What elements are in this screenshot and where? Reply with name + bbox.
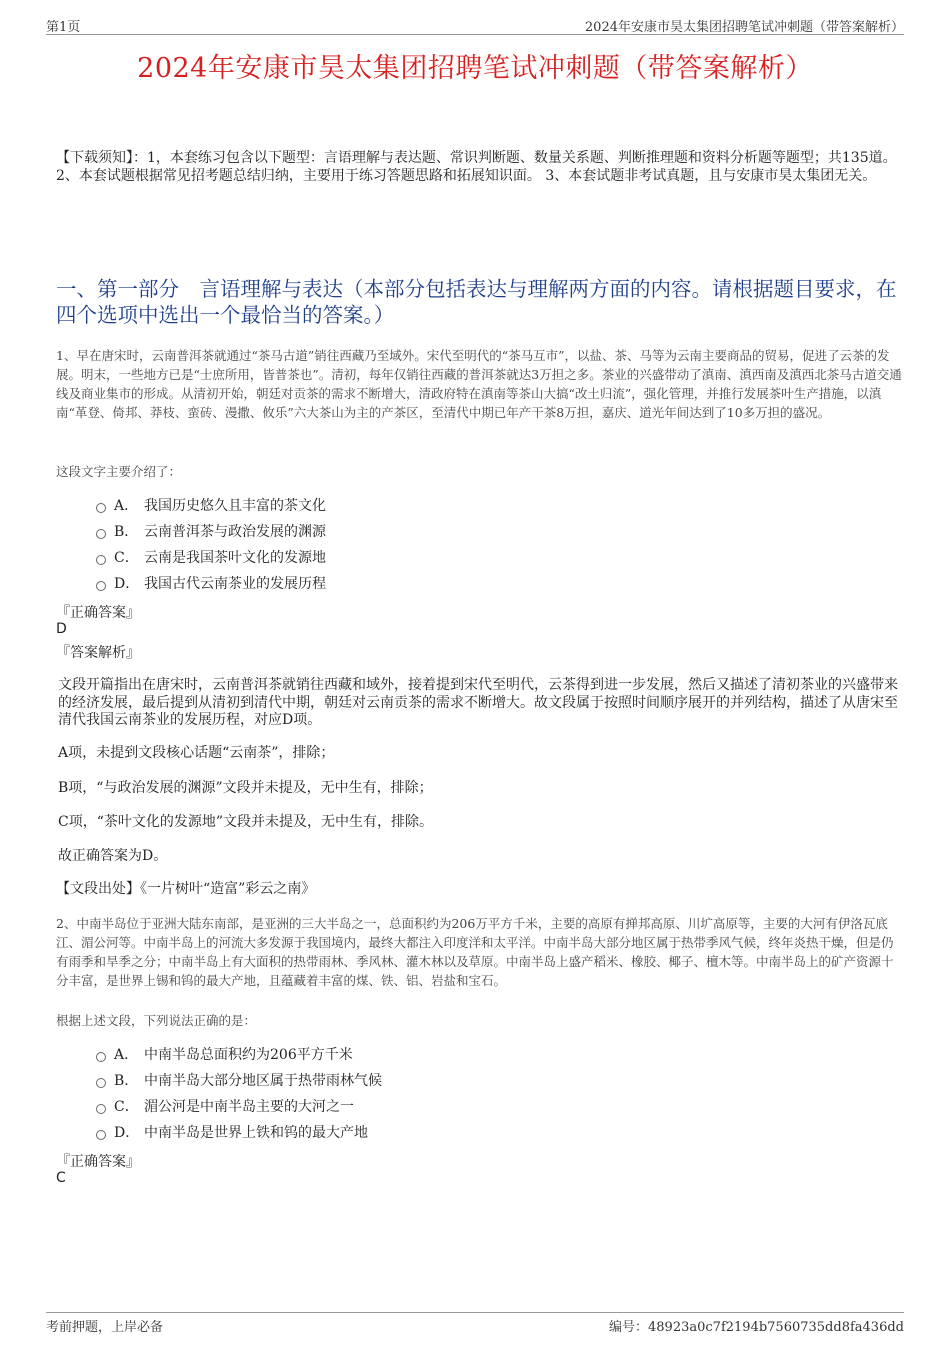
radio-icon[interactable] bbox=[96, 581, 106, 591]
question-2-options bbox=[96, 1041, 382, 1145]
question-2-answer-label: 『正确答案』 bbox=[56, 1154, 140, 1170]
question-2-answer: C bbox=[56, 1170, 66, 1186]
question-1-analysis-label: 『答案解析』 bbox=[56, 645, 140, 661]
question-1-note-b: B项，“与政治发展的渊源”文段并未提及，无中生有，排除； bbox=[58, 780, 433, 796]
question-2-option-d[interactable]: D． 中南半岛是世界上铁和钨的最大产地 bbox=[96, 1119, 382, 1145]
footer-slogan: 考前押题，上岸必备 bbox=[46, 1320, 164, 1335]
page-header bbox=[46, 14, 904, 35]
question-2-option-b[interactable]: B． 中南半岛大部分地区属于热带雨林气候 bbox=[96, 1067, 382, 1093]
question-1-option-c[interactable]: C． 云南是我国茶叶文化的发源地 bbox=[96, 544, 326, 570]
question-1-prompt: 这段文字主要介绍了： bbox=[56, 464, 182, 479]
footer-serial: 编号：48923a0c7f2194b7560735dd8fa436dd bbox=[609, 1320, 904, 1335]
question-2-text: 2、中南半岛位于亚洲大陆东南部，是亚洲的三大半岛之一，总面积约为206万平方千米，主要的高原有掸邦高原、川圹高原等，主要的大河有伊洛瓦底江、湄公河等。中南半岛上的河流大多发源于我国境内，最终大都注入印度洋和太平洋。中南半岛大部分地区属于热带季风气候，终年炎热干燥，但是仍有雨季和旱季之分；中南半岛上有大面积的热带雨林、季风林、灌木林以及草原。中南半岛上盛产稻米、橡胶、椰子、檀木等。中南半岛上的矿产资源十分丰富，是世界上锡和钨的最大产地，且蕴藏着丰富的煤、铁、铝、岩盐和宝石。 bbox=[56, 916, 894, 988]
radio-icon[interactable] bbox=[96, 1104, 106, 1114]
radio-icon[interactable] bbox=[96, 555, 106, 565]
document-title: 2024年安康市昊太集团招聘笔试冲刺题（带答案解析） bbox=[137, 53, 813, 84]
question-2-prompt: 根据上述文段，下列说法正确的是： bbox=[56, 1013, 257, 1028]
section-title: 一、第一部分 言语理解与表达（本部分包括表达与理解两方面的内容。请根据题目要求，在四个选项中选出一个最恰当的答案。） bbox=[56, 277, 897, 327]
question-1-note-c: C项，“茶叶文化的发源地”文段并未提及，无中生有，排除。 bbox=[58, 814, 434, 830]
question-1-options bbox=[96, 492, 326, 596]
question-2-option-a[interactable]: A． 中南半岛总面积约为206平方千米 bbox=[96, 1041, 382, 1067]
radio-icon[interactable] bbox=[96, 529, 106, 539]
page-number: 第1页 bbox=[46, 20, 81, 35]
question-1-analysis: 文段开篇指出在唐宋时，云南普洱茶就销往西藏和域外，接着提到宋代至明代，云茶得到进一步发展，然后又描述了清初茶业的兴盛带来的经济发展，最后提到从清初到清代中期，朝廷对云南贡茶的需求不断增大。故文段属于按照时间顺序展开的并列结构，描述了从唐宋至清代我国云南茶业的发展历程，对应D项。 bbox=[58, 677, 898, 728]
question-2-option-c[interactable]: C． 湄公河是中南半岛主要的大河之一 bbox=[96, 1093, 382, 1119]
question-1-option-a[interactable]: A． 我国历史悠久且丰富的茶文化 bbox=[96, 492, 326, 518]
page-footer bbox=[46, 1312, 904, 1333]
download-notice: 【下载须知】：1，本套练习包含以下题型：言语理解与表达题、常识判断题、数量关系题、判断推理题和资料分析题等题型；共135道。 2、本套试题根据常见招考题总结归纳，主要用于练习答题思路和拓展知识面。 3、本套试题非考试真题，且与安康市昊太集团无关。 bbox=[56, 150, 897, 184]
question-1-answer-label: 『正确答案』 bbox=[56, 605, 140, 621]
question-1-answer: D bbox=[56, 621, 67, 637]
question-1-option-b[interactable]: B． 云南普洱茶与政治发展的渊源 bbox=[96, 518, 326, 544]
radio-icon[interactable] bbox=[96, 503, 106, 513]
radio-icon[interactable] bbox=[96, 1052, 106, 1062]
question-1-source: 【文段出处】《一片树叶“造富”彩云之南》 bbox=[56, 881, 316, 897]
header-doc-title: 2024年安康市昊太集团招聘笔试冲刺题（带答案解析） bbox=[584, 20, 904, 35]
question-1-conclusion: 故正确答案为D。 bbox=[58, 848, 168, 864]
radio-icon[interactable] bbox=[96, 1078, 106, 1088]
question-1-text: 1、早在唐宋时，云南普洱茶就通过“茶马古道”销往西藏乃至域外。宋代至明代的“茶马互市”，以盐、茶、马等为云南主要商品的贸易，促进了云茶的发展。明末，一些地方已是“士庶所用，皆普茶也”。清初，每年仅销往西藏的普洱茶就达3万担之多。茶业的兴盛带动了滇南、滇西南及滇西北茶马古道交通线及商业集市的形成。从清初开始，朝廷对贡茶的需求不断增大，清政府特在滇南等茶山大搞“改土归流”，强化管理，并推行发展茶叶生产措施，以滇南“革登、倚邦、莽枝、蛮砖、漫撒、攸乐”六大茶山为主的产茶区，至清代中期已年产干茶8万担，嘉庆、道光年间达到了10多万担的盛况。 bbox=[56, 348, 902, 420]
question-1-note-a: A项，未提到文段核心话题“云南茶”，排除； bbox=[58, 745, 335, 761]
question-1-option-d[interactable]: D． 我国古代云南茶业的发展历程 bbox=[96, 570, 326, 596]
radio-icon[interactable] bbox=[96, 1130, 106, 1140]
